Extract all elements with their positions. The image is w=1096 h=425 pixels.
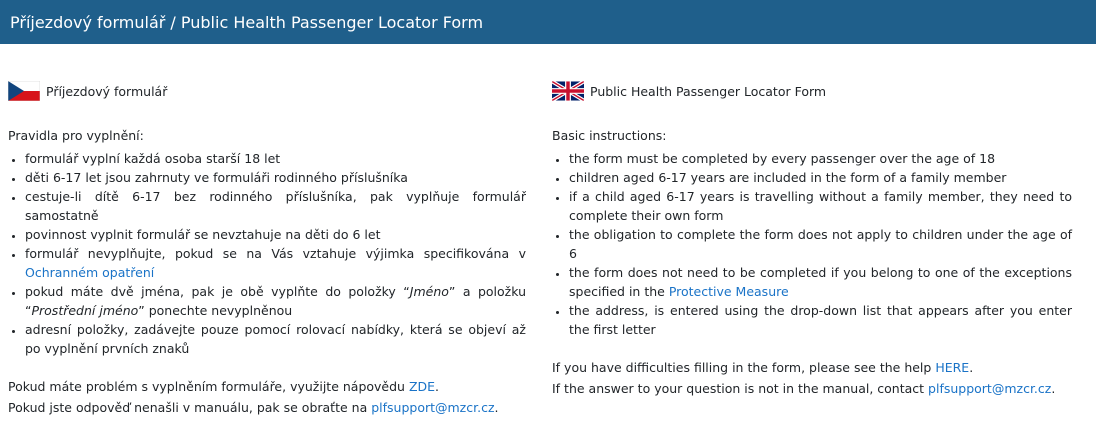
list-item-text: formulář nevyplňujte, pokud se na Vás vztahuje výjimka specifikována v	[25, 246, 526, 261]
czech-section-title: Příjezdový formulář	[46, 83, 168, 99]
content-columns	[0, 44, 1096, 418]
help-text: Pokud jste odpověď nenašli v manuálu, pak se obraťte na	[8, 400, 372, 415]
list-item	[25, 244, 526, 282]
help-text-end: .	[494, 400, 499, 415]
help-text: If the answer to your question is not in the manual, contact	[552, 381, 929, 396]
list-item	[569, 263, 1072, 301]
help-line	[8, 397, 526, 418]
help-text-end: .	[969, 360, 974, 375]
list-item-text: the form does not need to be completed if you belong to one of the exceptions specified in the	[569, 265, 1072, 299]
czech-rules-heading: Pravidla pro vyplnění:	[8, 128, 144, 143]
english-rules-heading: Basic instructions:	[552, 128, 667, 143]
list-item-text: pokud máte dvě jména, pak je obě vyplňte do položky “	[25, 284, 410, 299]
middle-name-term: Prostřední jméno	[31, 303, 139, 318]
czech-flag-icon	[8, 81, 40, 101]
page-title: Příjezdový formulář / Public Health Passenger Locator Form	[10, 12, 484, 32]
list-item-text: ” a položku “	[25, 284, 527, 318]
list-item: • the address, is entered using the drop-down list that appears after you enter the first letter	[569, 301, 1072, 339]
list-item: • children aged 6-17 years are included in the form of a family member	[569, 168, 1072, 187]
list-item	[25, 282, 526, 320]
english-rules-list	[552, 149, 1072, 339]
help-line	[8, 376, 526, 397]
list-item: • if a child aged 6-17 years is travelling without a family member, they need to complete their own form	[569, 187, 1072, 225]
czech-section	[8, 44, 540, 418]
czech-rules-list	[8, 149, 526, 358]
list-item: • formulář vyplní každá osoba starší 18 let	[25, 149, 526, 168]
uk-flag-icon	[552, 81, 584, 101]
english-help	[552, 357, 1072, 399]
list-item: • cestuje-li dítě 6-17 bez rodinného příslušníka, pak vyplňuje formulář samostatně	[25, 187, 526, 225]
help-text-end: .	[435, 379, 440, 394]
czech-help	[8, 376, 526, 418]
list-item-text: ” ponechte nevyplněnou	[138, 303, 293, 318]
list-item: • the form must be completed by every passenger over the age of 18	[569, 149, 1072, 168]
list-item: • děti 6-17 let jsou zahrnuty ve formuláři rodinného příslušníka	[25, 168, 526, 187]
help-text: Pokud máte problém s vyplněním formuláře, využijte nápovědu	[8, 379, 409, 394]
help-text-end: .	[1051, 381, 1056, 396]
help-line	[552, 357, 1072, 378]
english-section-title: Public Health Passenger Locator Form	[590, 83, 827, 99]
list-item: • the obligation to complete the form does not apply to children under the age of 6	[569, 225, 1072, 263]
list-item: • povinnost vyplnit formulář se nevztahuje na děti do 6 let	[25, 225, 526, 244]
list-item: • adresní položky, zadávejte pouze pomocí rolovací nabídky, která se objeví až po vyplnění prvních znaků	[25, 320, 526, 358]
help-text: If you have difficulties filling in the form, please see the help	[552, 360, 936, 375]
page-header	[0, 0, 1096, 44]
english-section-header	[552, 80, 1072, 102]
czech-section-header	[8, 80, 526, 102]
first-name-term: Jméno	[409, 284, 449, 299]
protective-measure-link-cz[interactable]: Ochranném opatření	[25, 265, 155, 280]
help-link-en[interactable]: HERE	[935, 360, 970, 375]
help-line	[552, 378, 1072, 399]
help-link-cz[interactable]: ZDE	[408, 379, 436, 394]
support-email-link-cz[interactable]: plfsupport@mzcr.cz	[371, 400, 495, 415]
english-section	[540, 44, 1072, 418]
support-email-link-en[interactable]: plfsupport@mzcr.cz	[928, 381, 1052, 396]
protective-measure-link-en[interactable]: Protective Measure	[668, 284, 789, 299]
